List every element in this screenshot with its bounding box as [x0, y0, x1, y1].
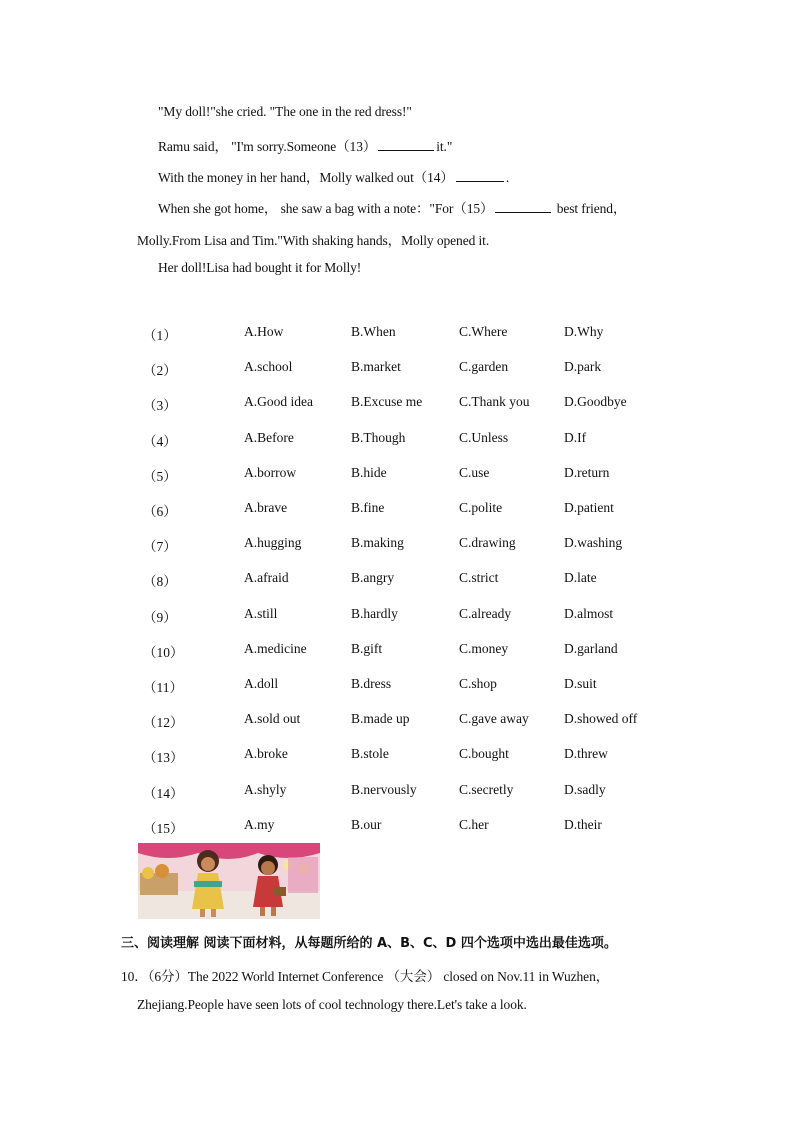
- option-a: A.borrow: [244, 464, 297, 480]
- option-d: D.Why: [564, 324, 604, 339]
- two-girls-market-illustration: [138, 843, 320, 919]
- option-b: B.making: [351, 535, 404, 551]
- option-c: C.Unless: [459, 429, 509, 445]
- question-number: （11）: [143, 680, 183, 695]
- passage-line-2: [158, 135, 452, 155]
- passage-line-6: Her doll!Lisa had bought it for Molly!: [158, 260, 362, 275]
- option-a: A.Good idea: [244, 394, 313, 410]
- option-c: C.gave away: [459, 711, 529, 727]
- option-a: A.brave: [244, 500, 288, 515]
- option-row: [0, 324, 794, 344]
- option-a: A.Before: [244, 429, 294, 445]
- question-number: （12）: [143, 715, 184, 731]
- question-10-line-1: 10．（6分）The 2022 World Internet Conference （大会） closed on Nov.11 in Wuzhen，: [121, 969, 610, 984]
- option-b: B.gift: [351, 640, 383, 656]
- passage-line-2-tail: it.": [436, 139, 453, 154]
- option-b: B.made up: [351, 711, 410, 727]
- option-d: D.their: [564, 816, 602, 832]
- option-c: C.strict: [459, 570, 499, 586]
- section-3-heading: 三、阅读理解 阅读下面材料，从每题所给的 A、B、C、D 四个选项中选出最佳选项。: [121, 936, 617, 951]
- option-d: D.sadly: [564, 781, 606, 797]
- option-row: [0, 676, 794, 696]
- option-row: [0, 606, 794, 626]
- option-b: B.hardly: [351, 605, 398, 621]
- answer-blank-13: [378, 138, 434, 151]
- option-row: [0, 817, 794, 837]
- option-d: D.park: [564, 359, 602, 375]
- option-c: C.Where: [459, 324, 508, 339]
- option-d: D.If: [564, 429, 587, 445]
- option-a: A.doll: [244, 676, 279, 691]
- option-b: B.nervously: [351, 781, 417, 797]
- option-row: [0, 535, 794, 555]
- option-c: C.Thank you: [459, 394, 530, 410]
- question-number: （5）: [143, 468, 177, 484]
- option-row: [0, 359, 794, 379]
- option-b: B.fine: [351, 500, 385, 515]
- option-row: [0, 570, 794, 590]
- option-a: A.school: [244, 359, 293, 375]
- option-c: C.money: [459, 640, 509, 656]
- option-d: D.showed off: [564, 711, 638, 727]
- question-number: （2）: [143, 363, 177, 379]
- option-row: [0, 430, 794, 450]
- option-row: [0, 746, 794, 766]
- option-d: D.patient: [564, 500, 614, 515]
- option-b: B.stole: [351, 746, 389, 762]
- option-c: C.bought: [459, 746, 509, 762]
- question-number: （7）: [143, 539, 177, 555]
- option-a: A.shyly: [244, 781, 287, 797]
- option-row: [0, 782, 794, 802]
- option-b: B.hide: [351, 464, 387, 480]
- question-number: （9）: [143, 609, 177, 625]
- question-number: （6）: [143, 504, 177, 519]
- option-b: B.Though: [351, 429, 406, 445]
- option-c: C.shop: [459, 676, 497, 691]
- option-d: D.washing: [564, 535, 623, 551]
- question-10-line-2: Zhejiang.People have seen lots of cool technology there.Let's take a look.: [137, 997, 527, 1012]
- option-d: D.suit: [564, 676, 597, 691]
- passage-line-3: [158, 166, 509, 186]
- option-b: B.market: [351, 359, 401, 375]
- option-b: B.our: [351, 816, 382, 832]
- question-number: （15）: [143, 820, 184, 836]
- option-d: D.late: [564, 570, 597, 586]
- option-b: B.dress: [351, 676, 392, 691]
- option-a: A.hugging: [244, 535, 302, 551]
- option-c: C.her: [459, 816, 489, 832]
- option-d: D.almost: [564, 605, 614, 621]
- question-number: （8）: [143, 574, 177, 590]
- option-b: B.When: [351, 324, 396, 339]
- option-b: B.Excuse me: [351, 394, 423, 410]
- option-a: A.still: [244, 605, 278, 621]
- option-row: [0, 500, 794, 520]
- question-number: （1）: [143, 328, 177, 343]
- passage-line-2-text: Ramu said， "I'm sorry.Someone（13）: [158, 139, 377, 154]
- question-number: （14）: [143, 785, 184, 801]
- option-row: [0, 394, 794, 414]
- option-c: C.drawing: [459, 535, 516, 551]
- option-c: C.polite: [459, 500, 503, 515]
- passage-line-4-tail: best friend，: [556, 201, 627, 216]
- passage-line-3-text: With the money in her hand，Molly walked out（14）: [158, 170, 454, 185]
- option-row: [0, 465, 794, 485]
- question-number: （3）: [143, 398, 177, 414]
- option-c: C.already: [459, 605, 512, 621]
- option-c: C.use: [459, 464, 490, 480]
- option-a: A.my: [244, 816, 275, 832]
- passage-line-3-tail: .: [505, 170, 510, 185]
- option-d: D.Goodbye: [564, 394, 627, 410]
- option-a: A.broke: [244, 746, 288, 762]
- option-row: [0, 641, 794, 661]
- illustration-svg: [138, 843, 320, 919]
- option-c: C.garden: [459, 359, 509, 375]
- passage-line-5: Molly.From Lisa and Tim."With shaking hands，Molly opened it.: [137, 233, 490, 248]
- option-d: D.return: [564, 464, 610, 480]
- option-c: C.secretly: [459, 781, 514, 797]
- passage-line-4-text: When she got home， she saw a bag with a note："For（15）: [158, 201, 494, 216]
- option-b: B.angry: [351, 570, 395, 586]
- option-row: [0, 711, 794, 731]
- option-d: D.garland: [564, 640, 618, 656]
- option-a: A.sold out: [244, 711, 301, 727]
- question-number: （13）: [143, 750, 184, 766]
- answer-blank-14: [456, 169, 504, 182]
- option-a: A.afraid: [244, 570, 289, 586]
- passage-line-1: "My doll!"she cried. "The one in the red dress!": [158, 104, 412, 119]
- answer-blank-15: [495, 200, 551, 213]
- option-d: D.threw: [564, 746, 608, 762]
- option-a: A.medicine: [244, 640, 307, 656]
- question-number: （10）: [143, 644, 184, 660]
- question-number: （4）: [143, 433, 177, 449]
- option-a: A.How: [244, 324, 284, 339]
- passage-line-4: [158, 197, 626, 217]
